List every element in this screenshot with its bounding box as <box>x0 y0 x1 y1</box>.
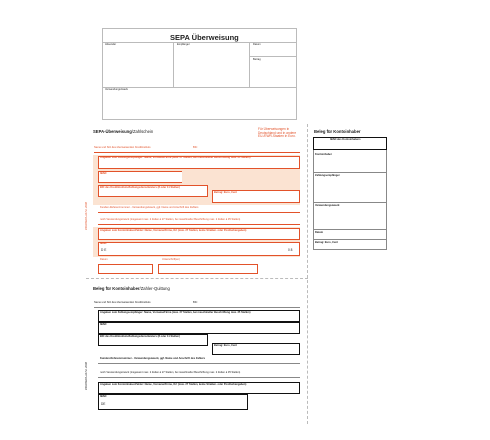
receipt-purpose-label: noch Verwendungszweck (insgesamt max. 2 Zeilen à 27 Stellen, bei maschineller Beschriftung max. 2 Zeilen à 35 Stellen) <box>100 371 241 374</box>
slip-purpose-line <box>98 224 300 225</box>
receipt-bank-label: Name und Sitz des überweisenden Kreditinstituts <box>94 301 151 304</box>
side-receipt-title: Beleg für Kontoinhaber <box>314 129 361 134</box>
receipt-payer-iban-field[interactable] <box>98 394 248 410</box>
slip-code: 0 8 <box>288 248 293 252</box>
slip-datum-field[interactable] <box>98 264 153 274</box>
slip-payer-label: Angaben zum Kontoinhaber/Zahler: Name, Vorname/Firma, Ort (max. 27 Stellen, keine Straßen- oder Postfachangaben) <box>100 229 247 232</box>
receipt-iban-label: IBAN <box>100 323 107 326</box>
side-divider-3 <box>313 229 387 230</box>
slip-notice: Für Überweisungen in Deutschland und in andere EU-/EWR-Staaten in Euro. <box>258 127 297 139</box>
receipt-bic-recipient-label: BIC des Kreditinstituts/Zahlungsdienstleisters (8 oder 11 Stellen) <box>100 335 180 338</box>
slip-title-bold: SEPA-Überweisung <box>93 129 132 134</box>
slip-payer-iban-label: IBAN <box>100 242 107 245</box>
top-form-divider-2 <box>102 87 297 88</box>
slip-signature-field[interactable] <box>158 264 258 274</box>
receipt-payer-iban-label: IBAN <box>100 395 107 398</box>
slip-title-rest: /Zahlschein <box>131 129 154 134</box>
slip-iban-field[interactable] <box>98 171 182 183</box>
slip-bic-label: BIC <box>193 146 198 149</box>
side-divider-2 <box>313 202 387 203</box>
receipt-title-rest: /Zahler-Quittung <box>139 286 170 291</box>
slip-bic-recipient-label: BIC des Kreditinstituts/Zahlungsdienstleisters (8 oder 11 Stellen) <box>100 186 180 189</box>
receipt-bic-label: BIC <box>193 301 198 304</box>
slip-title <box>93 130 153 134</box>
empfaenger-label: Empfänger <box>177 43 190 46</box>
receipt-recipient-label: Angaben zum Zahlungsempfänger: Name, Vorname/Firma (max. 27 Stellen, bei maschineller Beschriftung max. 35 Stellen) <box>100 311 251 314</box>
side-iban-label: IBAN des Kontoinhabers <box>330 138 361 141</box>
datum-divider <box>250 56 297 57</box>
side-receipt-table <box>313 150 387 250</box>
slip-reference-line <box>98 212 300 213</box>
slip-amount-label: Betrag: Euro, Cent <box>214 191 237 194</box>
slip-bank-label: Name und Sitz des überweisenden Kreditinstituts <box>94 146 151 149</box>
slip-purpose-label: noch Verwendungszweck (insgesamt max. 2 Zeilen à 27 Stellen, bei maschineller Beschriftung max. 2 Zeilen à 35 Stellen) <box>100 218 241 221</box>
slip-bank-line <box>94 152 300 153</box>
slip-iban-label: IBAN <box>100 172 107 175</box>
side-divider-4 <box>313 239 387 240</box>
slip-recipient-label: Angaben zum Zahlungsempfänger: Name, Vorname/Firma (max. 27 Stellen, bei maschineller Beschriftung max. 35 Stellen) <box>100 156 251 159</box>
slip-reference-label: Kunden-Referenznummer - Verwendungszweck, ggf. Name und Anschrift des Zahlers <box>100 206 199 209</box>
receipt-amount-label: Betrag: Euro, Cent <box>214 344 237 347</box>
slip-side-code: Z402/SEPA-Ab Nr. 2038 <box>85 202 88 230</box>
side-datum-label: Datum <box>315 231 324 234</box>
side-betrag-label: Betrag: Euro, Cent <box>315 241 338 244</box>
datum-label: Datum <box>253 43 261 46</box>
top-form-title: SEPA Überweisung <box>170 33 239 42</box>
receipt-separator <box>86 278 308 279</box>
betrag-label: Betrag <box>253 58 261 61</box>
slip-iban-prefix: D E <box>101 248 107 252</box>
receipt-reference-label: Kunden-Referenznummer - Verwendungszweck, ggf. Name und Anschrift des Zahlers <box>100 357 206 360</box>
receipt-bank-line <box>94 307 300 308</box>
receipt-iban-field[interactable] <box>98 322 300 334</box>
side-receipt-dashed-border <box>307 124 308 424</box>
receipt-title <box>93 287 170 291</box>
receipt-side-code: Z402/SEPA-Ab Nr. 2038 <box>85 362 88 390</box>
slip-signature-label: Unterschrift(en) <box>162 258 180 261</box>
absender-label: Absender <box>105 43 117 46</box>
receipt-payer-label: Angaben zum Kontoinhaber/Zahler: Name, Vorname/Firma, Ort (max. 27 Stellen, keine Straßen- oder Postfachangaben) <box>100 383 247 386</box>
empfaenger-field[interactable] <box>174 42 250 87</box>
slip-datum-label: Datum <box>100 258 108 261</box>
side-kontoinhaber-label: Kontoinhaber <box>315 153 332 156</box>
side-divider-1 <box>313 172 387 173</box>
verwendungszweck-label: Verwendungszweck <box>105 88 128 91</box>
receipt-iban-prefix: DE <box>101 402 106 406</box>
slip-payer-iban-field[interactable] <box>98 242 300 256</box>
side-zahlungsempfaenger-label: Zahlungsempfänger <box>315 174 340 177</box>
absender-field[interactable] <box>102 42 174 87</box>
receipt-purpose-line <box>98 377 300 378</box>
receipt-reference-line <box>98 363 300 364</box>
side-verwendungszweck-label: Verwendungszweck <box>315 204 340 207</box>
receipt-title-bold: Beleg für Kontoinhaber <box>93 286 140 291</box>
